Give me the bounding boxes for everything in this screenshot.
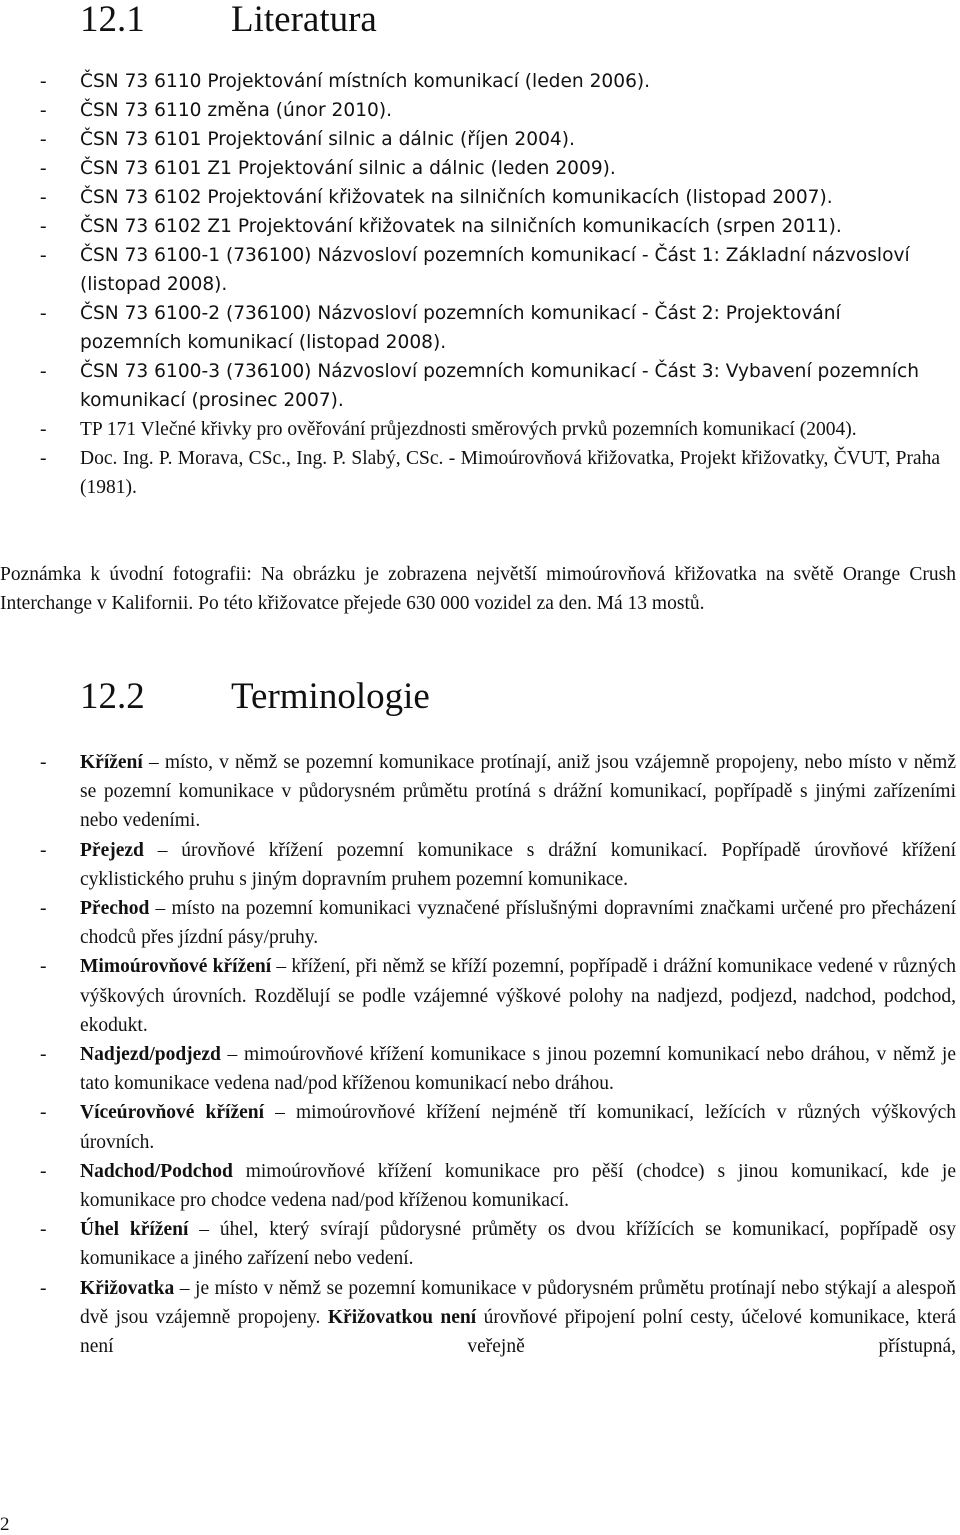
definition-continued: úrovňové připojení polní cesty, účelové komunikace, která není veřejně přístupná, [80,1306,957,1358]
term-item: - Mimoúrovňové křížení – křížení, při němž se kříží pozemní, popřípadě i drážní komunikace vedené v různých výškových úrovních. Rozdělují se podle vzájemné výškové polohy na nadjezd, podjezd, nadchod, podchod, ekodukt. [40,956,956,1036]
term: Úhel křížení [80,1219,189,1241]
list-item: - ČSN 73 6101 Projektování silnic a dálnic (říjen 2004). [40,129,575,150]
list-item: - ČSN 73 6110 Projektování místních komunikací (leden 2006). [40,71,651,92]
term-item: - Přejezd – úrovňové křížení pozemní komunikace s drážní komunikací. Popřípadě úrovňové křížení cyklistického pruhu s jiným dopravním pruhem pozemní komunikace. [40,839,956,890]
page-number: 2 [0,1514,10,1535]
definition: mimoúrovňové křížení komunikace pro pěší (chodce) s jinou komunikací, kde je komunikace pro chodce vedena nad/pod kříženou komunikací. [80,1160,956,1212]
definition: – mimoúrovňové křížení nejméně tří komunikací, ležících v různých výškových úrovních. [80,1102,956,1153]
list-item: - ČSN 73 6110 změna (únor 2010). [40,100,393,121]
list-item: - ČSN 73 6102 Projektování křižovatek na silničních komunikacích (listopad 2007). [40,187,833,208]
term: Přejezd [80,839,144,861]
definition: – úhel, který svírají půdorysné průměty os dvou křížících se komunikací, popřípadě osy komunikace a jiného zařízení nebo vedení. [80,1219,956,1270]
term: Nadchod/Podchod [80,1160,233,1182]
definition: – mimoúrovňové křížení komunikace s jinou pozemní komunikací nebo dráhou, v němž je tato komunikace vedena nad/pod kříženou komunikací nebo dráhou. [80,1044,956,1095]
term: Víceúrovňové křížení [80,1102,265,1124]
section-number: 12.2 [80,676,145,717]
list-item: - ČSN 73 6102 Z1 Projektování křižovatek na silničních komunikacích (srpen 2011). [40,216,842,237]
term-item: - Úhel křížení – úhel, který svírají půdorysné průměty os dvou křížících se komunikací, popřípadě osy komunikace a jiného zařízení nebo vedení. [40,1219,956,1270]
term: Mimoúrovňové křížení [80,956,272,978]
term-emphasis: Křižovatkou není [327,1306,477,1328]
definition: – místo, v němž se pozemní komunikace protínají, aniž jsou vzájemně propojeny, nebo místo v němž se pozemní komunikace v půdorysném průmětu protíná s drážní komunikací, popřípadě s jinými zařízeními nebo vedeními. [80,752,956,832]
term-item: - Nadchod/Podchod mimoúrovňové křížení komunikace pro pěší (chodce) s jinou komunikací, kde je komunikace pro chodce vedena nad/pod kříženou komunikací. [40,1160,956,1212]
term-item: - Křížení – místo, v němž se pozemní komunikace protínají, aniž jsou vzájemně propojeny, nebo místo v němž se pozemní komunikace v půdorysném průmětu protíná s drážní komunikací, popřípadě s jinými zařízeními nebo vedeními. [40,752,956,832]
section-title: Terminologie [231,676,430,717]
term: Křížení [80,752,143,773]
definition: – křížení, při němž se kříží pozemní, popřípadě i drážní komunikace vedené v různých výškových úrovních. Rozdělují se podle vzájemné výškové polohy na nadjezd, podjezd, nadchod, podchod, ekodukt. [80,956,956,1036]
definition: – úrovňové křížení pozemní komunikace s drážní komunikací. Popřípadě úrovňové křížení cyklistického pruhu s jiným dopravním pruhem pozemní komunikace. [80,839,956,890]
list-item: - ČSN 73 6101 Z1 Projektování silnic a dálnic (leden 2009). [40,158,616,179]
list-item: - ČSN 73 6100-1 (736100) Názvosloví pozemních komunikací - Část 1: Základní názvosloví (listopad 2008). [40,245,910,295]
list-item: - ČSN 73 6100-2 (736100) Názvosloví pozemních komunikací - Část 2: Projektování pozemních komunikací (listopad 2008). [40,303,841,353]
photo-note: Poznámka k úvodní fotografii: Na obrázku je zobrazena největší mimoúrovňová křižovatka na světě Orange Crush Interchange v Kalifornii. Po této křižovatce přejede 630 000 vozidel za den. Má 13 mostů. [0,564,956,615]
section-number: 12.1 [80,0,145,40]
list-item: - ČSN 73 6100-3 (736100) Názvosloví pozemních komunikací - Část 3: Vybavení pozemních komunikací (prosinec 2007). [40,361,919,411]
literature-list [0,67,940,502]
section-heading-terminologie [80,677,430,717]
section-title: Literatura [231,0,377,40]
terminology-list [0,748,956,1361]
term: Přechod [80,898,150,920]
list-item: - Doc. Ing. P. Morava, CSc., Ing. P. Slabý, CSc. - Mimoúrovňová křižovatka, Projekt křižovatky, ČVUT, Praha (1981). [40,448,940,498]
definition: – je místo v němž se pozemní komunikace v půdorysném průmětu protínají nebo stýkají a alespoň dvě jsou vzájemně propojeny. [80,1277,956,1328]
term-item: - Přechod – místo na pozemní komunikaci vyznačené příslušnými dopravními značkami určené pro přecházení chodců přes jízdní pásy/pruhy. [40,898,956,949]
definition: – místo na pozemní komunikaci vyznačené příslušnými dopravními značkami určené pro přecházení chodců přes jízdní pásy/pruhy. [80,898,956,949]
term-item: - Víceúrovňové křížení – mimoúrovňové křížení nejméně tří komunikací, ležících v různých výškových úrovních. [40,1102,956,1153]
term: Křižovatka [80,1277,175,1299]
list-item: - TP 171 Vlečné křivky pro ověřování průjezdnosti směrových prvků pozemních komunikací (2004). [40,419,857,440]
term-item: - Křižovatka – je místo v němž se pozemní komunikace v půdorysném průmětu protínají nebo stýkají a alespoň dvě jsou vzájemně propojeny. Křižovatkou není úrovňové připojení polní cesty, účelové komunikace, která není veřejně přístupná, [40,1277,957,1358]
section-heading-literatura [80,0,377,40]
term-item: - Nadjezd/podjezd – mimoúrovňové křížení komunikace s jinou pozemní komunikací nebo dráhou, v němž je tato komunikace vedena nad/pod kříženou komunikací nebo dráhou. [40,1044,956,1095]
term: Nadjezd/podjezd [80,1044,221,1066]
